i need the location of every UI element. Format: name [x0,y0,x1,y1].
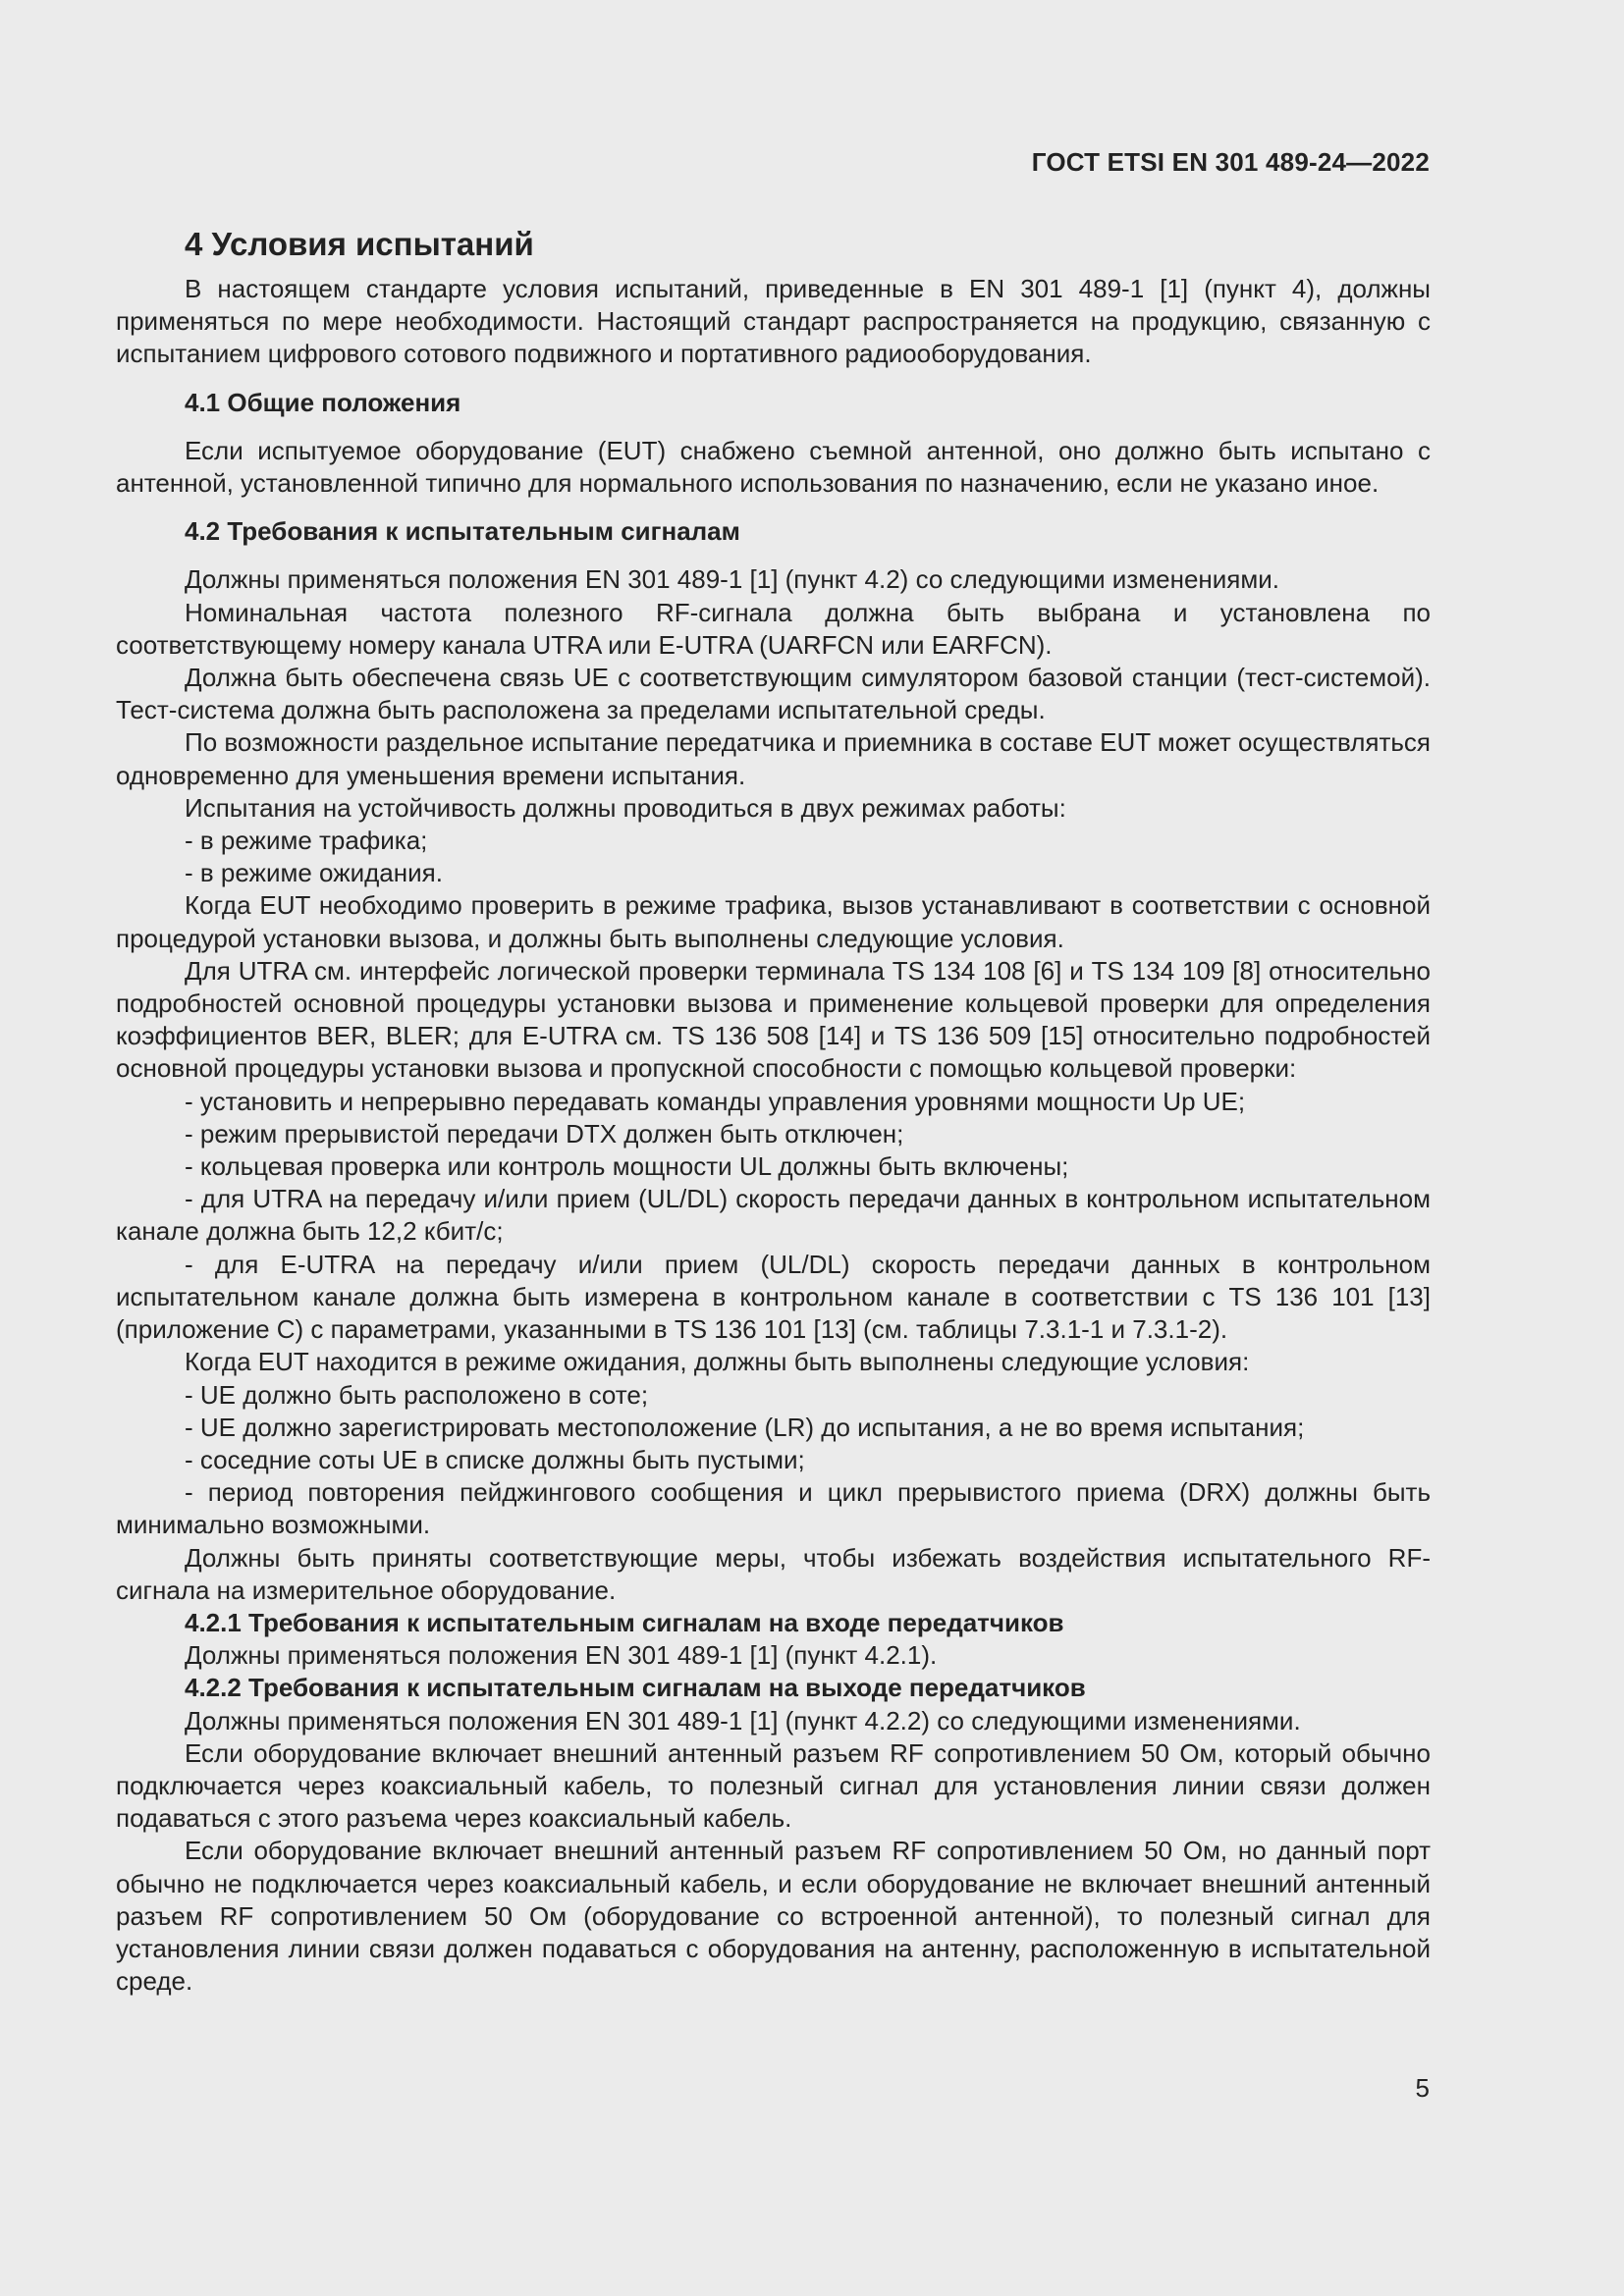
section-4-2-2-paragraph: Должны применяться положения EN 301 489-1 [1] (пункт 4.2.2) со следующими изменениями. [185,1705,1301,1735]
list-item-traffic: - для E-UTRA на передачу и/или прием (UL/DL) скорость передачи данных в контрольном испытательном канале должна быть измерена в контрольном канале в соответствии с TS 136 101 [13] (приложение С) с параметрами, указанными в TS 136 101 [13] (см. таблицы 7.3.1-1 и 7.3.1-2). [116,1249,1431,1345]
section-4-2-paragraph: Когда EUT находится в режиме ожидания, должны быть выполнены следующие условия: [185,1347,1250,1377]
section-4-1-title: 4.1 Общие положения [185,387,461,417]
section-4-paragraph: В настоящем стандарте условия испытаний, приведенные в EN 301 489-1 [1] (пункт 4), должны применяться по мере необходимости. Настоящий стандарт распространяется на продукцию, связанную с испытанием цифрового сотового подвижного и портативного радиооборудования. [116,274,1431,369]
document-id-header: ГОСТ ETSI EN 301 489-24—2022 [1031,147,1430,177]
list-item-idle: - UE должно зарегистрировать местоположение (LR) до испытания, а не во время испытания; [185,1412,1305,1442]
page-number: 5 [1415,2073,1430,2103]
section-4-1-paragraph: Если испытуемое оборудование (EUT) снабжено съемной антенной, оно должно быть испытано с антенной, установленной типично для нормального использования по назначению, если не указано иное. [116,435,1431,499]
list-item-mode: - в режиме трафика; [185,826,428,856]
section-4-2-paragraph: Должны применяться положения EN 301 489-1 [1] (пункт 4.2) со следующими изменениями. [185,564,1279,595]
section-4-2-2-paragraph: Если оборудование включает внешний антенный разъем RF сопротивлением 50 Ом, но данный порт обычно не подключается через коаксиальный кабель, и если оборудование не включает внешний антенный разъем RF сопротивлением 50 Ом (оборудование со встроенной антенной), то полезный сигнал для установления линии связи должен подаваться с оборудования на антенну, расположенную в испытательной среде. [116,1836,1431,1997]
section-4-2-paragraph: Номинальная частота полезного RF-сигнала должна быть выбрана и установлена по соответствующему номеру канала UTRA или E-UTRA (UARFCN или EARFCN). [116,597,1431,660]
section-4-2-paragraph: По возможности раздельное испытание передатчика и приемника в составе EUT может осуществляться одновременно для уменьшения времени испытания. [116,727,1431,790]
section-4-2-paragraph: Испытания на устойчивость должны проводиться в двух режимах работы: [185,792,1066,823]
list-item-idle: - UE должно быть расположено в соте; [185,1379,649,1410]
list-item-traffic: - кольцевая проверка или контроль мощности UL должны быть включены; [185,1151,1069,1182]
section-4-2-paragraph: Для UTRA см. интерфейс логической проверки терминала TS 134 108 [6] и TS 134 109 [8] относительно подробностей основной процедуры установки вызова и применение кольцевой проверки для определения коэффициентов BER, BLER; для E-UTRA см. TS 136 508 [14] и TS 136 509 [15] относительно подробностей основной процедуры установки вызова и пропускной способности с помощью кольцевой проверки: [116,955,1431,1084]
section-4-2-1-title: 4.2.1 Требования к испытательным сигналам на входе передатчиков [185,1607,1064,1637]
section-4-2-title: 4.2 Требования к испытательным сигналам [185,516,740,547]
section-4-2-2-title: 4.2.2 Требования к испытательным сигналам на выходе передатчиков [185,1673,1086,1703]
list-item-mode: - в режиме ожидания. [185,858,443,888]
list-item-traffic: - установить и непрерывно передавать команды управления уровнями мощности Up UE; [185,1086,1246,1116]
document-body [116,224,1431,1998]
section-4-2-1-paragraph: Должны применяться положения EN 301 489-1 [1] (пункт 4.2.1). [185,1640,938,1671]
list-item-traffic: - для UTRA на передачу и/или прием (UL/DL) скорость передачи данных в контрольном испытательном канале должна быть 12,2 кбит/с; [116,1184,1431,1247]
section-4-title: 4 Условия испытаний [185,226,534,262]
list-item-traffic: - режим прерывистой передачи DTX должен быть отключен; [185,1118,904,1148]
section-4-2-paragraph: Должны быть приняты соответствующие меры, чтобы избежать воздействия испытательного RF-сигнала на измерительное оборудование. [116,1542,1431,1605]
list-item-idle: - соседние соты UE в списке должны быть пустыми; [185,1444,805,1474]
section-4-2-paragraph: Должна быть обеспечена связь UE с соответствующим симулятором базовой станции (тест-системой). Тест-система должна быть расположена за пределами испытательной среды. [116,663,1431,725]
section-4-2-2-paragraph: Если оборудование включает внешний антенный разъем RF сопротивлением 50 Ом, который обычно подключается через коаксиальный кабель, то полезный сигнал для установления линии связи должен подаваться с этого разъема через коаксиальный кабель. [116,1737,1431,1834]
list-item-idle: - период повторения пейджингового сообщения и цикл прерывистого приема (DRX) должны быть минимально возможными. [116,1477,1431,1540]
section-4-2-paragraph: Когда EUT необходимо проверить в режиме трафика, вызов устанавливают в соответствии с основной процедурой установки вызова, и должны быть выполнены следующие условия. [116,890,1431,953]
